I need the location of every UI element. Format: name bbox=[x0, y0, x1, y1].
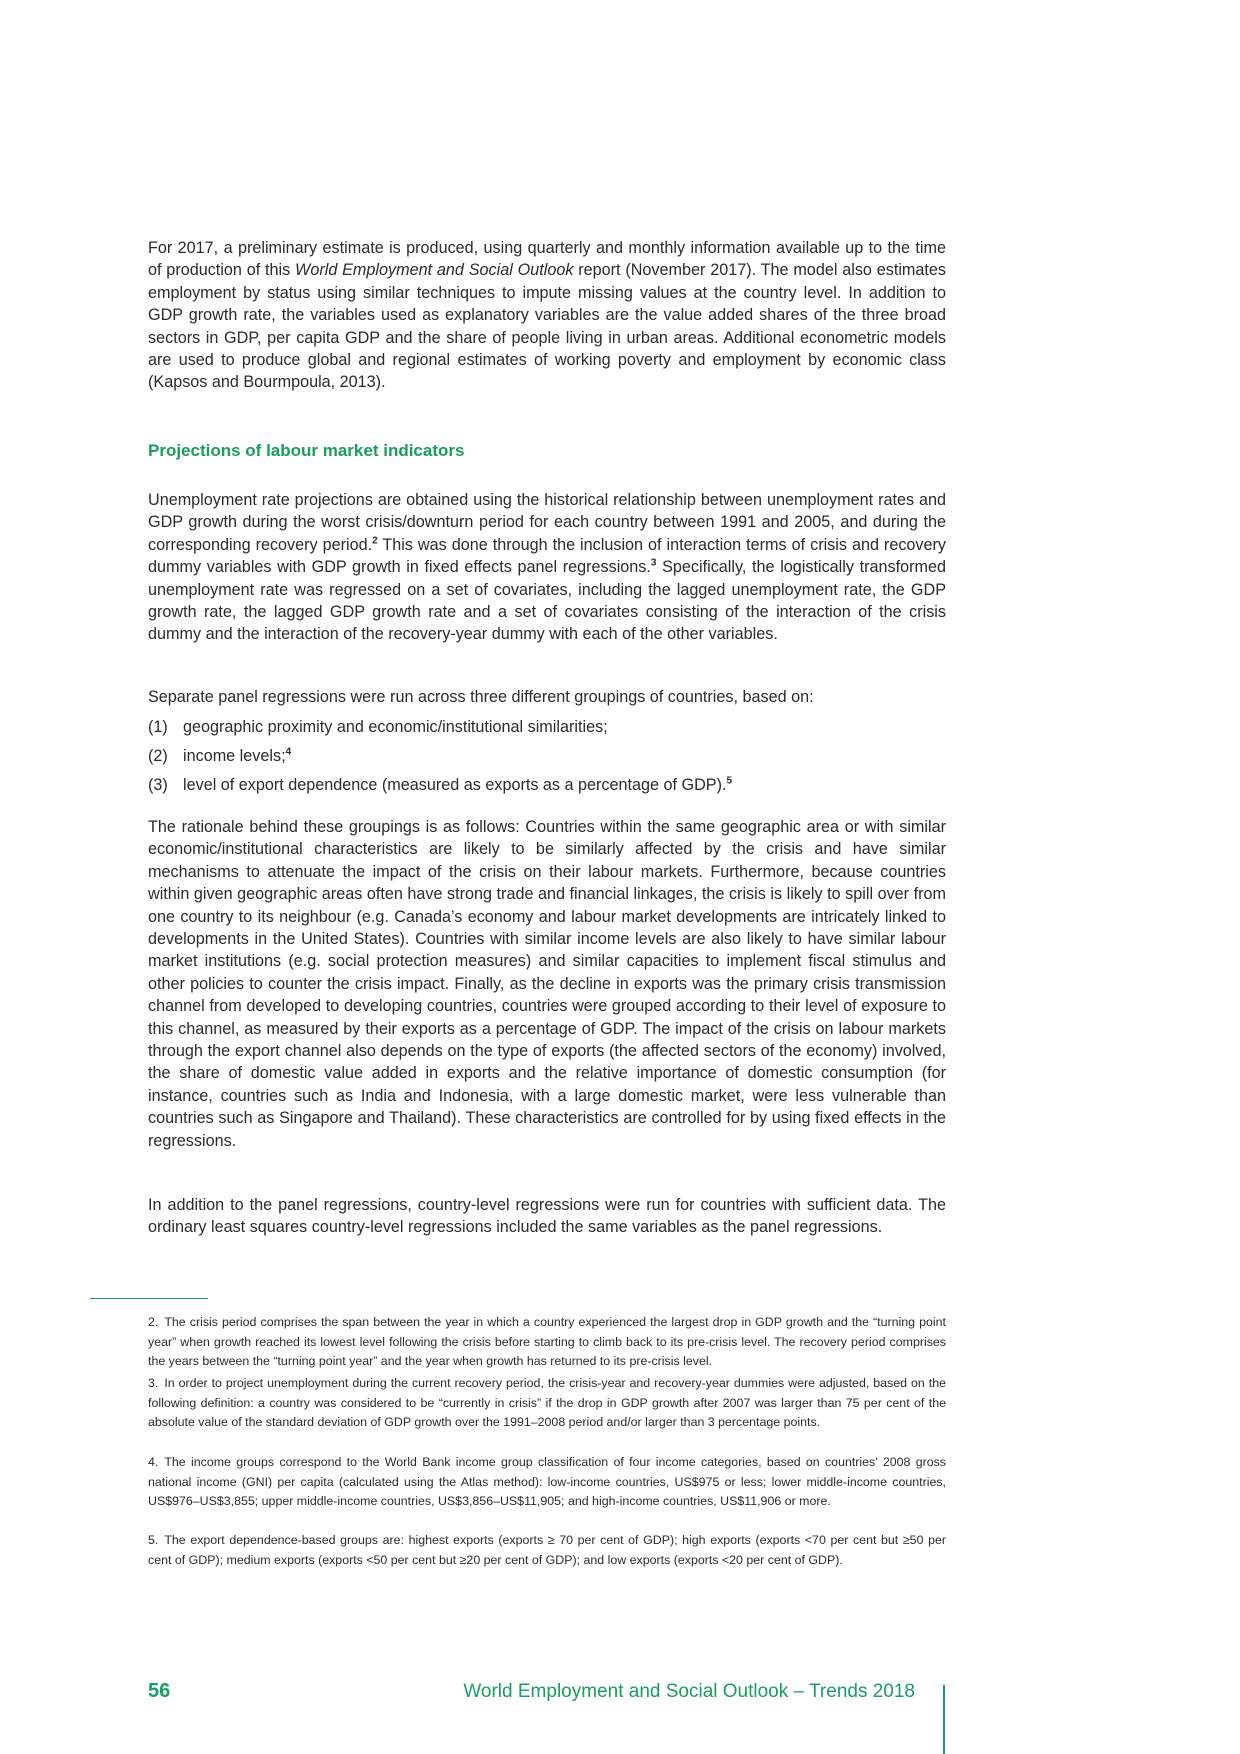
paragraph-text: Unemployment rate projections are obtained using the historical relationship between unemployment rates and GDP growth during the worst crisis/downturn period for each country between 1991 and 2005, and during the corresponding recovery period. bbox=[148, 491, 946, 554]
footnote-ref-4[interactable]: 4 bbox=[285, 746, 292, 758]
paragraph-rationale: The rationale behind these groupings is as follows: Countries within the same geographic area or with similar economic/institutional characteristics are likely to be similarly affected by the crisis and have similar mechanisms to attenuate the impact of the crisis on their labour markets. Furthermore, because countries within given geographic areas often have strong trade and financial linkages, the crisis is likely to spill over from one country to its neighbour (e.g. Canada’s economy and labour market developments are intricately linked to developments in the United States). Countries with similar income levels are also likely to have similar labour market institutions (e.g. social protection measures) and similar capacities to implement fiscal stimulus and other policies to counter the crisis impact. Finally, as the decline in exports was the primary crisis transmission channel from developed to developing countries, countries were grouped according to their level of exposure to this channel, as measured by their exports as a percentage of GDP. The impact of the crisis on labour markets through the export channel also depends on the type of exports (the affected sectors of the economy) involved, the share of domestic value added in exports and the relative importance of domestic consumption (for instance, countries such as India and Indonesia, with a large domestic market, were less vulnerable than countries such as Singapore and Thailand). These characteristics are controlled for by using fixed effects in the regressions. bbox=[148, 818, 946, 1150]
footnote-ref-3[interactable]: 3 bbox=[650, 557, 657, 569]
paragraph-unemployment-projections bbox=[148, 489, 946, 646]
grouping-number: (2) bbox=[148, 747, 168, 765]
grouping-text: level of export dependence (measured as exports as a percentage of GDP). bbox=[183, 776, 727, 794]
footnote-number: 4. bbox=[148, 1455, 159, 1469]
grouping-text: income levels; bbox=[183, 747, 286, 765]
paragraph-text: Specifically, the logistically transformed unemployment rate was regressed on a set of covariates, including the lagged unemployment rate, the GDP growth rate, the lagged GDP growth rate and a set of covariates consisting of the interaction of the crisis dummy and the interaction of the recovery-year dummy with each of the other variables. bbox=[148, 558, 946, 644]
grouping-number: (1) bbox=[148, 718, 168, 736]
running-title: World Employment and Social Outlook – Trends 2018 bbox=[463, 1681, 915, 1702]
paragraph-separate-regressions: Separate panel regressions were run across three different groupings of countries, based on: bbox=[148, 688, 814, 706]
footnote-text: In order to project unemployment during the current recovery period, the crisis-year and recovery-year dummies were adjusted, based on the following definition: a country was considered to be “currently in crisis” if the drop in GDP growth after 2007 was larger than 75 per cent of the absolute value of the standard deviation of GDP growth over the 1991–2008 period and/or larger than 3 percentage points. bbox=[148, 1376, 946, 1429]
footnote-number: 2. bbox=[148, 1315, 159, 1329]
footnote-3 bbox=[148, 1374, 946, 1433]
footer-divider bbox=[943, 1685, 945, 1754]
footnote-ref-5[interactable]: 5 bbox=[726, 775, 733, 787]
footnote-number: 3. bbox=[148, 1376, 159, 1390]
footnote-5 bbox=[148, 1531, 946, 1570]
intro-text-start: For 2017, a preliminary estimate is produced, using quarterly and monthly information available up to the time of production of this bbox=[148, 239, 946, 280]
grouping-number: (3) bbox=[148, 776, 168, 794]
footnote-2 bbox=[148, 1313, 946, 1372]
grouping-text: geographic proximity and economic/institutional similarities; bbox=[183, 718, 608, 736]
footnote-ref-2[interactable]: 2 bbox=[372, 535, 378, 547]
footnote-text: The income groups correspond to the World Bank income group classification of four income categories, based on countries’ 2008 gross national income (GNI) per capita (calculated using the Atlas method): low-income countries, US$975 or less; lower middle-income countries, US$976–US$3,855; upper middle-income countries, US$3,856–US$11,905; and high-income countries, US$11,906 or more. bbox=[148, 1455, 946, 1508]
grouping-item-3 bbox=[148, 774, 732, 796]
footnote-number: 5. bbox=[148, 1533, 159, 1547]
grouping-item-1 bbox=[148, 716, 608, 738]
section-heading: Projections of labour market indicators bbox=[148, 441, 465, 460]
footnote-divider bbox=[90, 1298, 208, 1299]
report-title-italic: World Employment and Social Outlook bbox=[295, 261, 574, 280]
footnote-4 bbox=[148, 1453, 946, 1512]
intro-text-end: report (November 2017). The model also estimates employment by status using similar techniques to impute missing values at the country level. In addition to GDP growth rate, the variables used as explanatory variables are the value added shares of the three broad sectors in GDP, per capita GDP and the share of people living in urban areas. Additional econometric models are used to produce global and regional estimates of working poverty and employment by economic class (Kapsos and Bourmpoula, 2013). bbox=[148, 261, 947, 392]
footnote-text: The export dependence-based groups are: highest exports (exports ≥ 70 per cent of GDP); high exports (exports <70 per cent but ≥50 per cent of GDP); medium exports (exports <50 per cent but ≥20 per cent of GDP); and low exports (exports <20 per cent of GDP). bbox=[148, 1533, 946, 1567]
page-number: 56 bbox=[148, 1680, 171, 1702]
intro-paragraph bbox=[148, 237, 946, 394]
paragraph-country-level: In addition to the panel regressions, country-level regressions were run for countries with sufficient data. The ordinary least squares country-level regressions included the same variables as the panel regressions. bbox=[148, 1196, 946, 1237]
footnote-text: The crisis period comprises the span between the year in which a country experienced the largest drop in GDP growth and the “turning point year” when growth reached its lowest level following the crisis before starting to climb back to its pre-crisis level. The recovery period comprises the years between the “turning point year” and the year when growth has returned to its pre-crisis level. bbox=[148, 1315, 946, 1368]
paragraph-text: This was done through the inclusion of interaction terms of crisis and recovery dummy variables with GDP growth in fixed effects panel regressions. bbox=[148, 535, 946, 577]
grouping-item-2 bbox=[148, 745, 291, 767]
